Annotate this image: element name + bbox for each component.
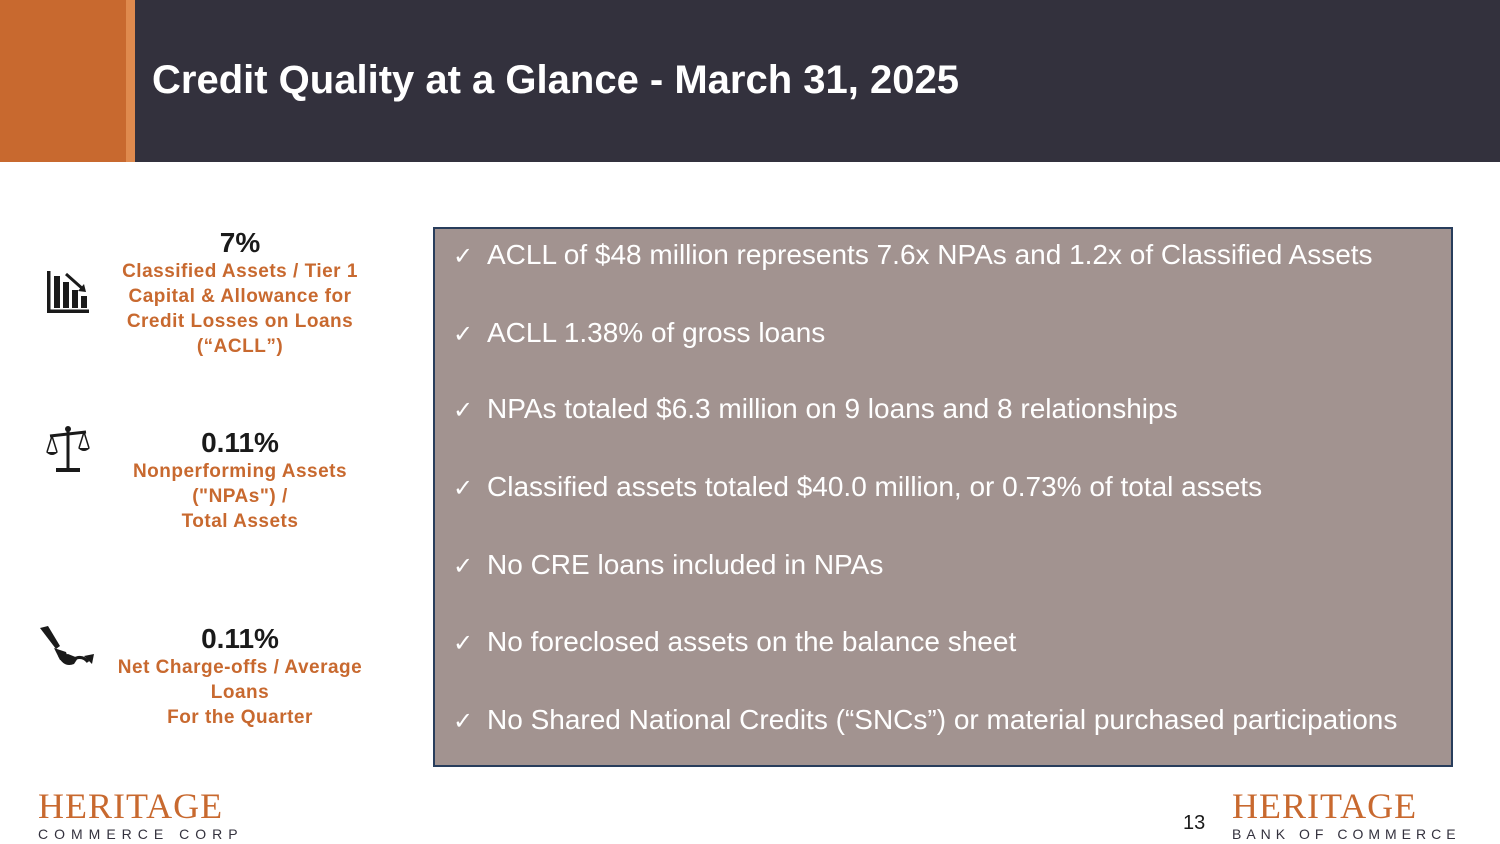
highlight-item <box>453 393 1178 425</box>
metric-net-chargeoffs <box>110 623 370 730</box>
highlight-text: NPAs totaled $6.3 million on 9 loans and 8 relationships <box>487 393 1178 424</box>
header-accent-block <box>0 0 126 162</box>
metric-label <box>110 655 370 730</box>
highlight-item <box>453 626 1016 658</box>
metric-npa-ratio <box>110 427 370 534</box>
page-title: Credit Quality at a Glance - March 31, 2025 <box>152 58 959 102</box>
logo-subtitle: COMMERCE CORP <box>38 826 244 842</box>
metric-value: 0.11% <box>201 623 279 654</box>
highlight-text: No foreclosed assets on the balance sheet <box>487 626 1017 657</box>
highlight-item <box>453 471 1262 503</box>
highlight-item <box>453 317 825 349</box>
metric-classified-assets <box>110 227 370 359</box>
checkmark-icon: ✓ <box>453 396 474 424</box>
metric-value: 7% <box>219 227 261 258</box>
checkmark-icon: ✓ <box>453 707 474 735</box>
logo-subtitle: BANK OF COMMERCE <box>1232 826 1461 842</box>
checkmark-icon: ✓ <box>453 474 474 502</box>
highlight-text: ACLL 1.38% of gross loans <box>487 317 826 348</box>
metric-label-line: For the Quarter <box>167 707 313 728</box>
scale-icon <box>44 424 92 476</box>
checkmark-icon: ✓ <box>453 320 474 348</box>
bar-chart-down-icon <box>44 268 92 316</box>
heritage-bank-of-commerce-logo <box>1232 788 1461 842</box>
logo-name: HERITAGE <box>1232 786 1418 826</box>
highlight-text: Classified assets totaled $40.0 million, or 0.73% of total assets <box>487 471 1263 502</box>
metric-value: 0.11% <box>201 427 279 458</box>
highlight-text: No CRE loans included in NPAs <box>487 549 884 580</box>
header-accent-stripe <box>126 0 135 162</box>
metric-label-line: ("NPAs") / <box>192 486 288 507</box>
hand-down-icon <box>38 624 98 672</box>
metric-label-line: (“ACLL”) <box>196 336 284 357</box>
metric-label-line: Loans <box>210 682 270 703</box>
highlight-item <box>453 704 1397 736</box>
logo-name: HERITAGE <box>38 786 224 826</box>
highlight-item <box>453 549 883 581</box>
highlight-text: No Shared National Credits (“SNCs”) or material purchased participations <box>487 704 1398 735</box>
metric-label-line: Classified Assets / Tier 1 <box>122 261 358 282</box>
highlight-text: ACLL of $48 million represents 7.6x NPAs and 1.2x of Classified Assets <box>487 239 1373 270</box>
metric-label-line: Net Charge-offs / Average <box>117 657 363 678</box>
metric-label-line: Total Assets <box>181 511 299 532</box>
heritage-commerce-corp-logo <box>38 788 244 842</box>
metric-label-line: Nonperforming Assets <box>132 461 348 482</box>
highlight-item <box>453 239 1373 271</box>
highlights-panel <box>433 227 1453 767</box>
checkmark-icon: ✓ <box>453 242 474 270</box>
page-number: 13 <box>1183 812 1206 834</box>
metric-label-line: Capital & Allowance for <box>128 286 352 307</box>
metric-label-line: Credit Losses on Loans <box>126 311 354 332</box>
checkmark-icon: ✓ <box>453 629 474 657</box>
metric-label <box>110 259 370 359</box>
checkmark-icon: ✓ <box>453 552 474 580</box>
metric-label <box>110 459 370 534</box>
